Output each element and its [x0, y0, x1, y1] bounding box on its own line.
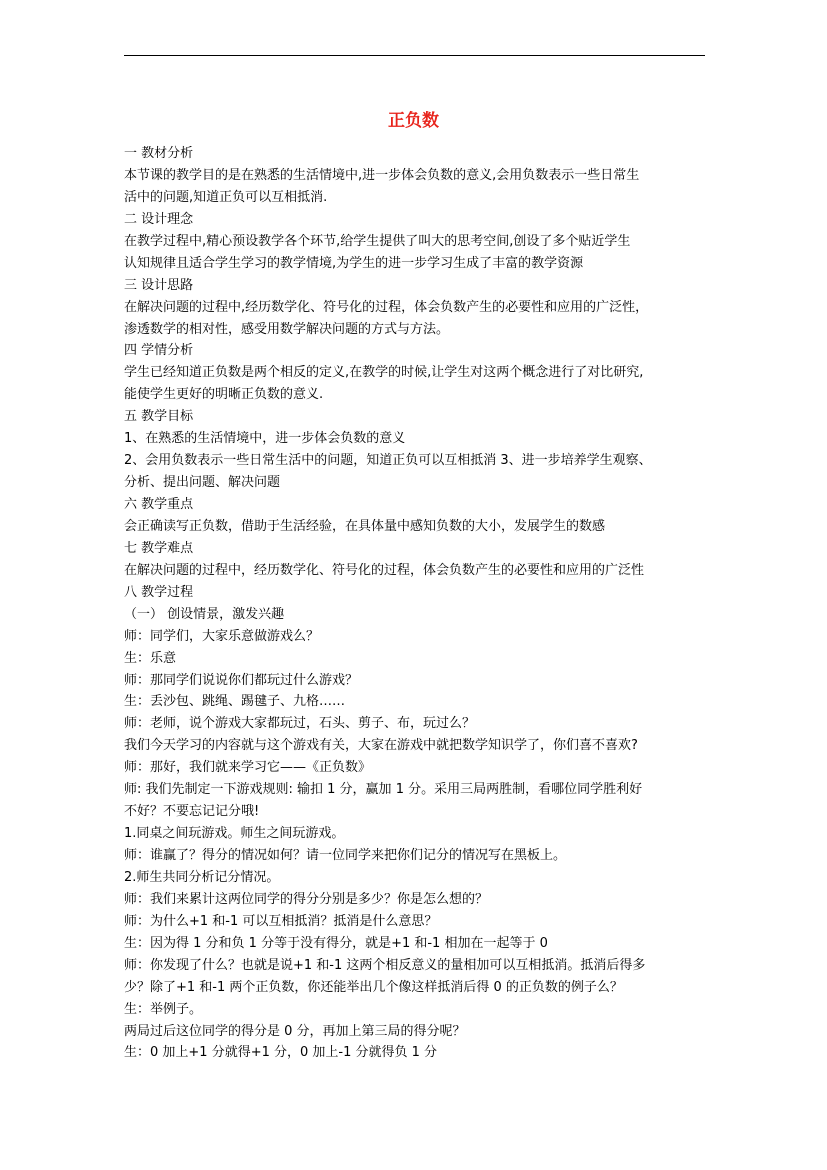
- paragraph-line: 在解决问题的过程中，经历数学化、符号化的过程，体会负数产生的必要性和应用的广泛性: [124, 562, 645, 578]
- header-rule: [124, 55, 705, 56]
- paragraph-line: 本节课的教学目的是在熟悉的生活情境中,进一步体会负数的意义,会用负数表示一些日常生: [124, 167, 640, 183]
- dialogue-line: 生：丢沙包、跳绳、踢毽子、九格……: [124, 694, 346, 710]
- step-line: 2.师生共同分析记分情况。: [124, 869, 280, 885]
- section-heading-2: 二 设计理念: [124, 211, 194, 227]
- section-heading-7: 七 教学难点: [124, 540, 194, 556]
- dialogue-line: 师：你发现了什么？也就是说+1 和-1 这两个相反意义的量相加可以互相抵消。抵消后得多: [124, 957, 646, 973]
- dialogue-line: 生：举例子。: [124, 1001, 203, 1017]
- section-heading-3: 三 设计思路: [124, 277, 194, 293]
- dialogue-line: 师: 我们先制定一下游戏规则: 输扣 1 分，赢加 1 分。采用三局两胜制，看哪位同学胜利好: [124, 782, 643, 798]
- paragraph-line: 认知规律且适合学生学习的教学情境,为学生的进一步学习生成了丰富的教学资源: [124, 255, 584, 271]
- paragraph-line: 在解决问题的过程中,经历数学化、符号化的过程，体会负数产生的必要性和应用的广泛性，: [124, 299, 649, 315]
- dialogue-line: 我们今天学习的内容就与这个游戏有关，大家在游戏中就把数学知识学了，你们喜不喜欢?: [124, 738, 638, 754]
- paragraph-line: 学生已经知道正负数是两个相反的定义,在教学的时候,让学生对这两个概念进行了对比研究,: [124, 365, 644, 381]
- dialogue-line: 少？除了+1 和-1 两个正负数，你还能举出几个像这样抵消后得 0 的正负数的例子么？: [124, 979, 623, 995]
- paragraph-line: 会正确读写正负数，借助于生活经验，在具体量中感知负数的大小，发展学生的数感: [124, 518, 606, 534]
- section-heading-6: 六 教学重点: [124, 497, 194, 512]
- section-heading-5: 五 教学目标: [124, 409, 194, 425]
- dialogue-line: 生：0 加上+1 分就得+1 分，0 加上-1 分就得负 1 分: [124, 1045, 438, 1061]
- dialogue-line: 师：我们来累计这两位同学的得分分别是多少？你是怎么想的？: [124, 891, 489, 907]
- dialogue-line: 两局过后这位同学的得分是 0 分，再加上第三局的得分呢？: [124, 1023, 466, 1039]
- step-line: 1.同桌之间玩游戏。师生之间玩游戏。: [124, 826, 345, 842]
- dialogue-line: 师：老师，说个游戏大家都玩过，石头、剪子、布，玩过么？: [124, 716, 476, 732]
- dialogue-line: 师：谁赢了？得分的情况如何？请一位同学来把你们记分的情况写在黑板上。: [124, 848, 567, 863]
- document-body: [124, 143, 704, 1064]
- dialogue-line: 不好？不要忘记记分哦!: [124, 804, 260, 820]
- paragraph-line: 活中的问题,知道正负可以互相抵消.: [124, 189, 328, 205]
- section-heading-1: 一 教材分析: [124, 146, 194, 161]
- list-item: 2、会用负数表示一些日常生活中的问题，知道正负可以互相抵消 3、进一步培养学生观察、: [124, 453, 652, 469]
- document-title: 正负数: [388, 111, 439, 131]
- dialogue-line: 生：乐意: [124, 650, 177, 666]
- dialogue-line: 生：因为得 1 分和负 1 分等于没有得分，就是+1 和-1 相加在一起等于 0: [124, 935, 548, 951]
- list-item: 分析、提出问题、解决问题: [124, 475, 281, 491]
- dialogue-line: 师：为什么+1 和-1 可以互相抵消？抵消是什么意思？: [124, 913, 438, 929]
- subsection-heading: （一） 创设情景，激发兴趣: [124, 606, 285, 622]
- dialogue-line: 师：同学们，大家乐意做游戏么？: [124, 628, 320, 644]
- paragraph-line: 能使学生更好的明晰正负数的意义.: [124, 387, 324, 403]
- paragraph-line: 在教学过程中,精心预设教学各个环节,给学生提供了叫大的思考空间,创设了多个贴近学生: [124, 233, 631, 249]
- section-heading-8: 八 教学过程: [124, 584, 194, 600]
- paragraph-line: 渗透数学的相对性，感受用数学解决问题的方式与方法。: [124, 321, 450, 337]
- dialogue-line: 师：那好，我们就来学习它——《正负数》: [124, 760, 372, 776]
- dialogue-line: 师：那同学们说说你们都玩过什么游戏？: [124, 672, 359, 688]
- list-item: 1、在熟悉的生活情境中，进一步体会负数的意义: [124, 431, 406, 447]
- section-heading-4: 四 学情分析: [124, 343, 194, 359]
